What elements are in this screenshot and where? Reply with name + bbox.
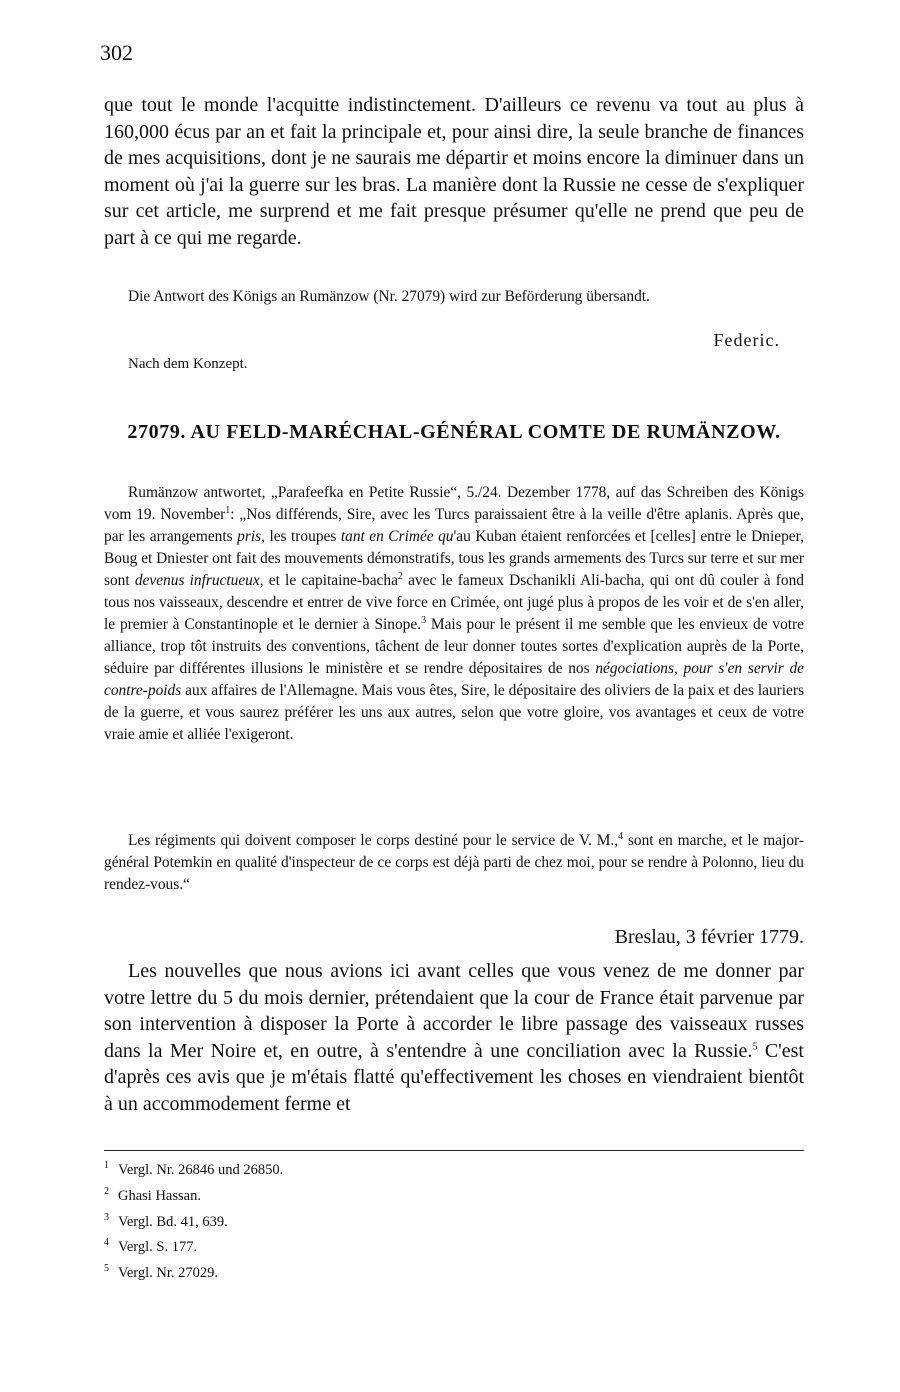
- letter-text: Les nouvelles que nous avions ici avant celles que vous venez de me donner par votre lettre du 5 du mois dernier, prétendaient que la cour de France était parvenue par son intervention à disposer la Porte à accorder le libre passage des vaisseaux russes dans la Mer Noire et, en outre, à s'entendre à une conciliation avec la Russie.: [104, 960, 804, 1062]
- footnote-number: 2: [104, 1185, 109, 1197]
- footnote-text: Ghasi Hassan.: [118, 1187, 201, 1204]
- summary-text: : „Nos différends, Sire, avec les Turcs paraissaient être à la veille d'être aplanis. Après que, par les arrangements: [104, 506, 804, 545]
- footnote-ref: 1: [225, 504, 231, 516]
- footnote-item: [104, 1259, 804, 1283]
- footnote-item: [104, 1233, 804, 1257]
- source-note: Nach dem Konzept.: [128, 356, 248, 372]
- footnote-ref: 4: [618, 830, 624, 842]
- summary-text: Rumänzow antwortet, „Parafeefka en Petite Russie“, 5./24. Dezember 1778, auf das Schreiben des Königs vom 19. November: [104, 484, 804, 523]
- summary-text: Les régiments qui doivent composer le corps destiné pour le service de V. M.,: [128, 832, 619, 849]
- letter-body: [104, 958, 804, 1118]
- footnote-divider: [104, 1150, 804, 1151]
- summary-text: avec le fameux Dschanikli Ali-bacha, qui ont dû couler à fond tous nos vaisseaux, descendre et entrer de vive force en Crimée, ont jugé plus à propos de les voir et de s'en aller, le premier à Constantinople et le dernier à Sinope.: [104, 572, 804, 633]
- footnote-ref: 2: [397, 570, 403, 582]
- summary-emphasis: devenus infructueux: [134, 572, 260, 589]
- footnote-number: 4: [104, 1237, 109, 1249]
- summary-emphasis: tant en Crimée qu: [340, 528, 454, 545]
- dateline: Breslau, 3 février 1779.: [614, 926, 804, 948]
- summary-text: 'au Kuban étaient renforcées et [celles] entre le Dnieper, Boug et Dniester ont fait des mouvements démonstratifs, tous les grands armements des Turcs sur terre et sur mer sont: [104, 528, 804, 589]
- footnote-text: Vergl. Nr. 27029.: [118, 1265, 219, 1282]
- footnote-text: Vergl. Bd. 41, 639.: [118, 1213, 228, 1230]
- footnote-ref: 3: [421, 614, 427, 626]
- summary-text: sont en marche, et le major-général Potemkin en qualité d'inspecteur de ce corps est déjà parti de chez moi, pour se rendre à Polonno, lieu du rendez-vous.“: [104, 832, 804, 893]
- letter-heading: 27079. AU FELD-MARÉCHAL-GÉNÉRAL COMTE DE RUMÄNZOW.: [127, 421, 781, 443]
- summary-paragraph-1: [104, 482, 804, 746]
- footnote-number: 3: [104, 1211, 109, 1223]
- opening-paragraph: que tout le monde l'acquitte indistinctement. D'ailleurs ce revenu va tout au plus à 160,000 écus par an et fait la principale et, pour ainsi dire, la seule branche de finances de mes acquisitions, dont je ne saurais me départir et moins encore la diminuer dans un moment où j'ai la guerre sur les bras. La manière dont la Russie ne cesse de s'expliquer sur cet article, me surprend et me fait presque présumer qu'elle ne prend que peu de part à ce qui me regarde.: [104, 94, 804, 249]
- footnote-ref: 5: [752, 1041, 758, 1053]
- footnote-text: Vergl. Nr. 26846 und 26850.: [118, 1161, 284, 1178]
- letter-text: C'est d'après ces avis que je m'étais flatté qu'effectivement les choses en viendraient bientôt à un accommodement ferme et: [104, 1039, 804, 1115]
- footnote-text: Vergl. S. 177.: [118, 1239, 198, 1256]
- summary-emphasis: négociations, pour s'en servir de contre-poids: [104, 660, 804, 699]
- summary-text: aux affaires de l'Allemagne. Mais vous êtes, Sire, le dépositaire des oliviers de la paix et des lauriers de la guerre, et vous saurez préférer les uns aux autres, selon que votre gloire, vos avantages et ceux de votre vraie amie et alliée l'exigeront.: [104, 682, 804, 743]
- summary-text: Mais pour le présent il me semble que les envieux de votre alliance, trop tôt instruits des conventions, tâchent de leur donner toutes sortes d'explication auprès de la Porte, séduire par différentes illusions le ministère et se rendre dépositaires de nos: [104, 616, 804, 677]
- footnote-number: 1: [104, 1160, 109, 1171]
- footnote-item: [104, 1156, 804, 1180]
- footnote-item: [104, 1182, 804, 1206]
- summary-text: , et le capitaine-bacha: [259, 572, 398, 589]
- footnote-item: [104, 1208, 804, 1232]
- signature: Federic.: [713, 330, 780, 350]
- summary-text: , les troupes: [261, 528, 341, 545]
- transmission-note: Die Antwort des Königs an Rumänzow (Nr. 27079) wird zur Beförderung übersandt.: [128, 288, 650, 305]
- page-number: 302: [100, 40, 133, 65]
- footnote-number: 5: [104, 1263, 109, 1275]
- summary-paragraph-2: [104, 830, 804, 896]
- summary-emphasis: pris: [237, 528, 262, 545]
- footnotes-list: [104, 1156, 804, 1285]
